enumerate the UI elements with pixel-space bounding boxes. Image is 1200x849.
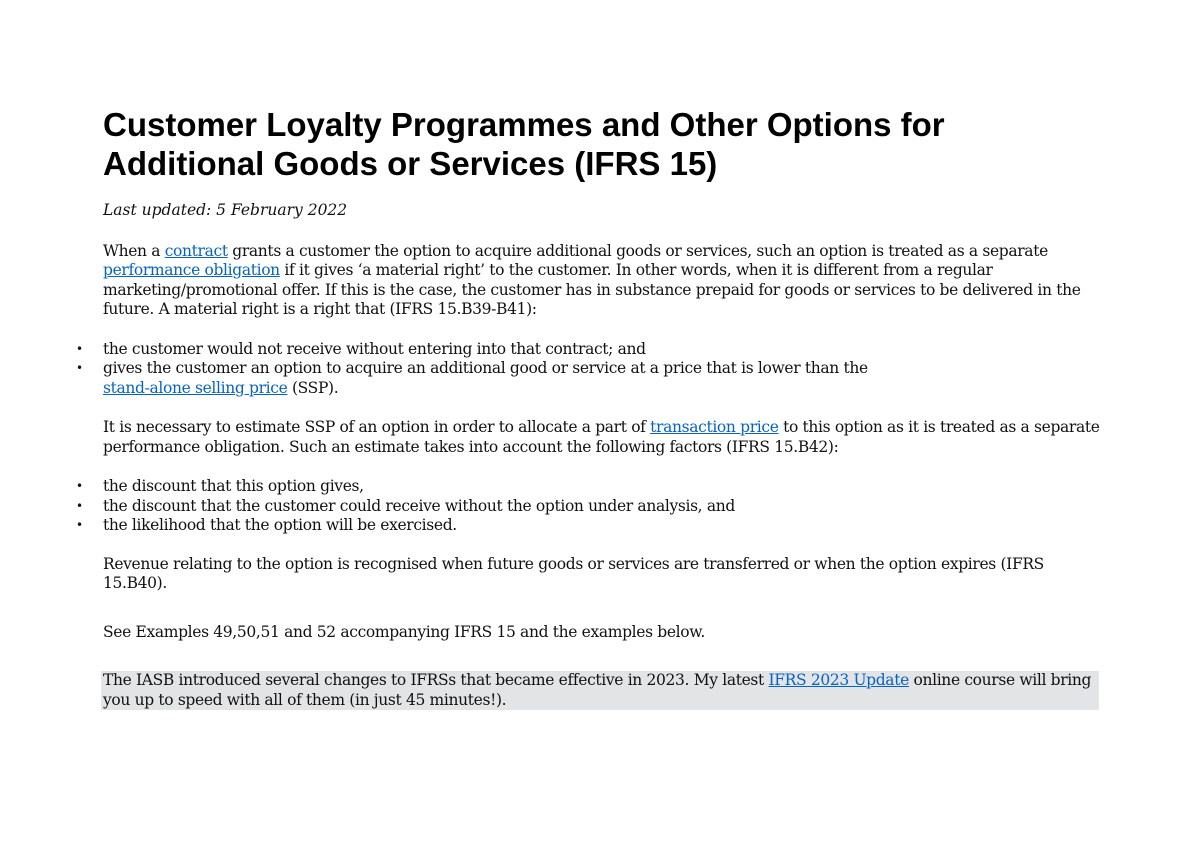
list-item-text: the discount that the customer could receive without the option under analysis, and <box>103 496 735 515</box>
contract-link[interactable]: contract <box>164 241 228 260</box>
list-item <box>76 339 1103 360</box>
bullet-icon: • <box>76 361 83 375</box>
performance-obligation-link[interactable]: performance obligation <box>103 261 280 279</box>
bullet-icon: • <box>76 518 83 532</box>
list-item <box>76 359 1103 398</box>
bullet-icon: • <box>76 341 83 356</box>
list-item-text-tail: (SSP). <box>287 378 339 397</box>
revenue-recognition-paragraph: Revenue relating to the option is recognised when future goods or services are transferred or when the option expires (IFRS 15.B40). <box>103 554 1044 592</box>
intro-text-2: grants a customer the option to acquire additional goods or services, such an option is treated as a separate <box>227 241 1048 260</box>
article <box>76 105 1103 710</box>
intro-text-3: if it gives ‘a material right’ to the customer. In other words, when it is different from a regular marketing/promotional offer. If this is the case, the customer has in substance prepaid for goods or services to be delivered in the future. A material right is a right that (IFRS 15.B39-B41): <box>103 261 1081 318</box>
list-item <box>76 516 1103 536</box>
ssp-text-1: It is necessary to estimate SSP of an option in order to allocate a part of <box>103 418 651 436</box>
list-item-text: the customer would not receive without entering into that contract; and <box>103 339 646 358</box>
page-title <box>103 105 1103 183</box>
bullet-icon: • <box>76 498 83 513</box>
ssp-factors-list <box>76 477 1103 536</box>
ssp-estimate-paragraph <box>103 418 1103 457</box>
last-updated: Last updated: 5 February 2022 <box>103 201 348 219</box>
ssp-text-2: to this option as it is treated as a separate performance obligation. Such an estimate takes into account the following factors (IFRS 15.B42): <box>103 418 1100 456</box>
list-item-text: the discount that this option gives, <box>103 477 364 495</box>
material-right-list <box>76 339 1103 399</box>
bullet-icon: • <box>76 479 83 493</box>
page-title-line2: Additional Goods or Services (IFRS 15) <box>103 145 718 182</box>
course-promo-box <box>101 671 1099 710</box>
intro-paragraph <box>103 242 1103 320</box>
intro-text-1: When a <box>103 241 165 260</box>
list-item-text: the likelihood that the option will be exercised. <box>103 516 457 534</box>
promo-text-1: The IASB introduced several changes to IFRSs that became effective in 2023. My latest <box>103 671 769 689</box>
stand-alone-selling-price-link[interactable]: stand-alone selling price <box>103 378 288 397</box>
list-item-text: gives the customer an option to acquire an additional good or service at a price that is lower than the <box>103 359 868 377</box>
promo-text-2: online course will bring you up to speed with all of them (in just 45 minutes!). <box>103 671 1092 709</box>
ifrs-2023-update-link[interactable]: IFRS 2023 Update <box>768 671 909 689</box>
examples-paragraph: See Examples 49,50,51 and 52 accompanying IFRS 15 and the examples below. <box>103 622 705 641</box>
transaction-price-link[interactable]: transaction price <box>650 418 779 436</box>
list-item <box>76 496 1103 517</box>
page-title-line1: Customer Loyalty Programmes and Other Options for <box>103 106 945 143</box>
list-item <box>76 477 1103 497</box>
